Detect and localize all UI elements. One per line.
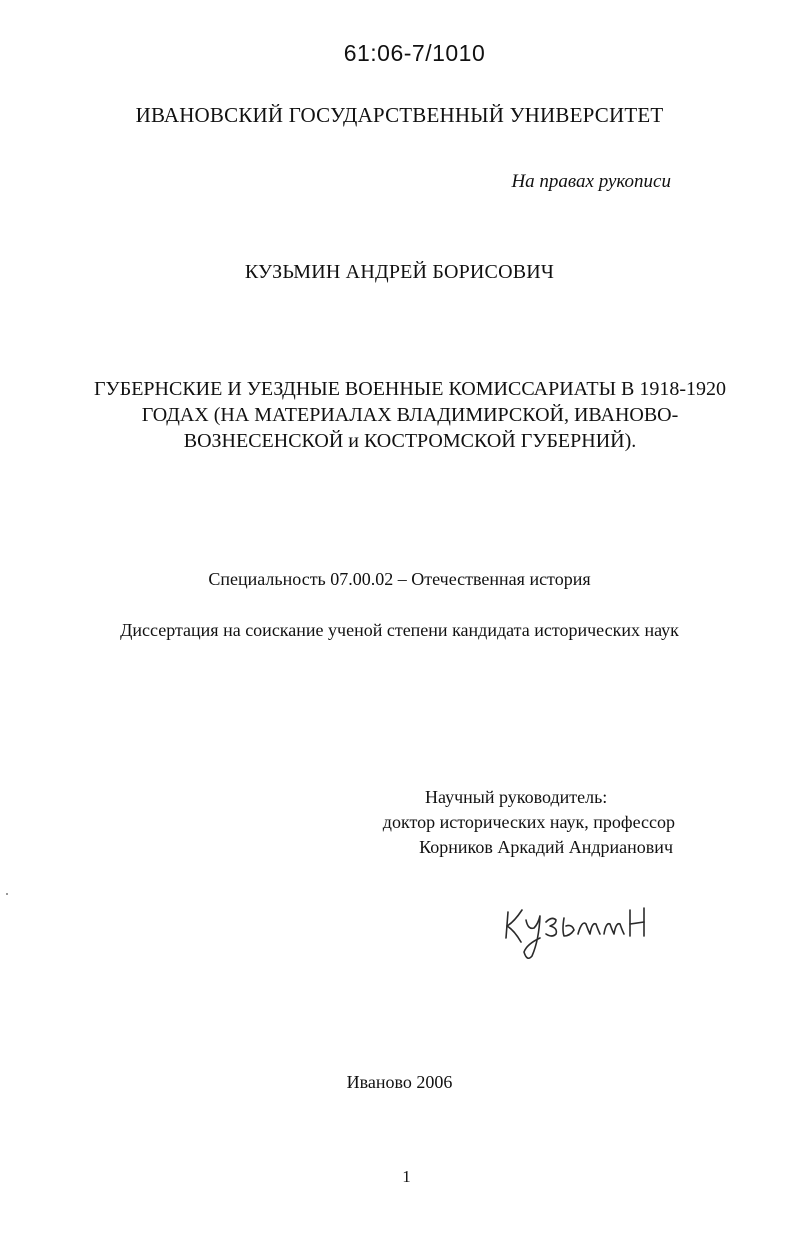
supervisor-name: Корников Аркадий Андрианович	[419, 837, 673, 857]
supervisor-heading: Научный руководитель:	[425, 787, 608, 807]
city-year: Иваново 2006	[346, 1072, 453, 1092]
handwritten-signature	[494, 890, 654, 970]
dissertation-degree-line: Диссертация на соискание ученой степени кандидата исторических наук	[120, 620, 679, 640]
scan-speck	[6, 893, 8, 895]
title-line-3: ВОЗНЕСЕНСКОЙ и КОСТРОМСКОЙ ГУБЕРНИЙ).	[183, 430, 637, 452]
title-line-1: ГУБЕРНСКИЕ И УЕЗДНЫЕ ВОЕННЫЕ КОМИССАРИАТЫ В 1918-1920	[93, 378, 727, 400]
author-name: КУЗЬМИН АНДРЕЙ БОРИСОВИЧ	[244, 261, 555, 283]
supervisor-block	[315, 785, 675, 860]
rights-note: На правах рукописи	[511, 171, 671, 192]
archive-code: 61:06-7/1010	[343, 40, 486, 66]
specialty-line: Специальность 07.00.02 – Отечественная история	[208, 569, 591, 589]
supervisor-degree: доктор исторических наук, профессор	[382, 812, 675, 832]
university-name: ИВАНОВСКИЙ ГОСУДАРСТВЕННЫЙ УНИВЕРСИТЕТ	[135, 103, 664, 127]
page-number: 1	[402, 1167, 411, 1186]
title-line-2: ГОДАХ (НА МАТЕРИАЛАХ ВЛАДИМИРСКОЙ, ИВАНОВО-	[141, 404, 679, 426]
dissertation-title	[60, 376, 760, 454]
